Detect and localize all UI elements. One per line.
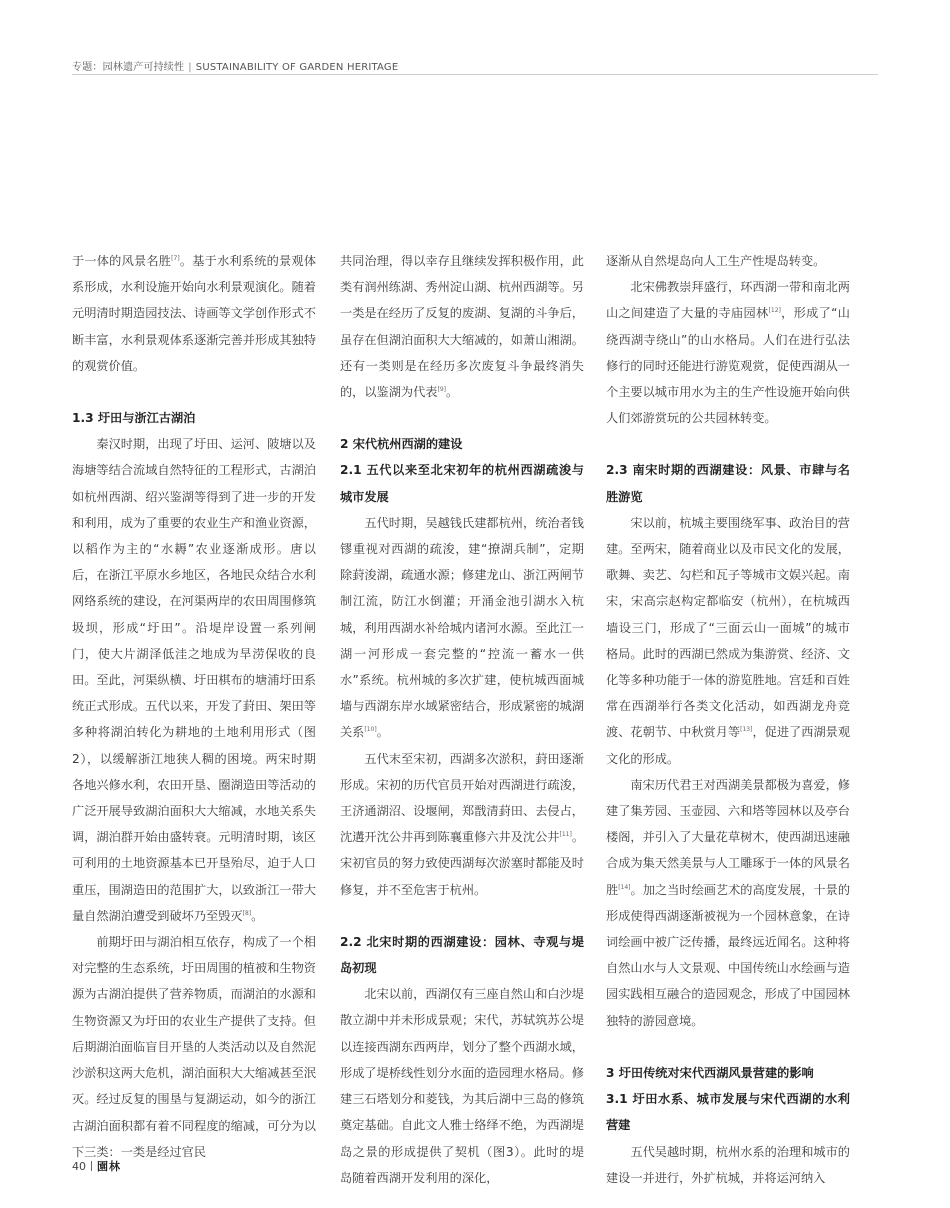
paragraph: 于一体的风景名胜[7]。基于水利系统的景观体系形成，水利设施开始向水利景观演化。随着元明清时期造园技法、诗画等文学创作形式不断丰富，水利景观体系逐渐完善并形成其独特的观赏价值。 <box>72 254 317 373</box>
paragraph: 前期圩田与湖泊相互依存，构成了一个相对完整的生态系统，圩田周围的植被和生物资源为古湖泊提供了营养物质，而湖泊的水源和生物资源又为圩田的农业生产提供了支持。但后期湖泊面临盲目开垦的人类活动以及自然泥沙淤积这两大危机，湖泊面积大大缩减甚至泯灭。经过反复的围垦与复湖运动，如今的浙江古湖泊面积都有着不同程度的缩减，可分为以下三类：一类是经过官民 <box>72 935 316 1159</box>
paragraph: 北宋佛教崇拜盛行，环西湖一带和南北两山之间建造了大量的寺庙园林[12]，形成了“山绕西湖寺绕山”的山水格局。人们在进行弘法修行的同时还能进行游览观赏，促使西湖从一个主要以城市用水为主的生产性设施开始向供人们郊游赏玩的公共园林转变。 <box>606 280 850 426</box>
citation: [11] <box>559 831 572 839</box>
section-heading-3: 3 圩田传统对宋代西湖风景营建的影响 <box>606 1065 814 1080</box>
citation: [9] <box>437 385 446 393</box>
citation: [7] <box>171 254 180 262</box>
footer-divider <box>91 1161 92 1171</box>
citation: [8] <box>242 909 252 917</box>
paragraph: 五代吴越时期，杭州水系的治理和城市的建设一并进行，外扩杭城，并将运河纳入 <box>606 1144 850 1185</box>
citation: [13] <box>740 726 753 734</box>
paragraph: 五代时期，吴越钱氏建都杭州，统治者钱镠重视对西湖的疏浚，建“撩湖兵制”，定期除葑浚湖，疏通水源；修建龙山、浙江两闸节制江流，防江水倒灌；开涌金池引湖水入杭城，利用西湖水补给城内诸河水源。至此江一湖一河形成一套完整的“控流一蓄水一供水”系统。杭州城的多次扩建，使杭城西面城墙与西湖东岸水域紧密结合，形成紧密的城湖关系[10]。 <box>340 515 584 740</box>
text-column-1 <box>72 248 316 1165</box>
header-topic: 专题：园林遗产可持续性 <box>72 62 185 73</box>
section-heading-3-1: 3.1 圩田水系、城市发展与宋代西湖的水利营建 <box>606 1092 850 1133</box>
text-column-2 <box>340 248 584 1191</box>
paragraph: 北宋以前，西湖仅有三座自然山和白沙堤散立湖中并未形成景观；宋代，苏轼筑苏公堤以连接西湖东西两岸，划分了整个西湖水域，形成了堤桥线性划分水面的造园理水格局。修建三石塔划分和菱钱，为其后湖中三岛的修筑奠定基础。自此文人雅士络绎不绝，为西湖堤岛之景的形成提供了契机（图3）。此时的堤岛随着西湖开发利用的深化， <box>340 987 584 1185</box>
paragraph: 逐渐从自然堤岛向人工生产性堤岛转变。 <box>606 254 826 268</box>
section-heading-2-2: 2.2 北宋时期的西湖建设：园林、寺观与堤岛初现 <box>340 934 584 976</box>
section-heading-1-3: 1.3 圩田与浙江古湖泊 <box>72 411 196 426</box>
citation: [12] <box>768 307 781 315</box>
paragraph: 宋以前，杭城主要围绕军事、政治目的营建。至两宋，随着商业以及市民文化的发展，歌舞、卖艺、勾栏和瓦子等城市文娱兴起。南宋，宋高宗赵构定都临安（杭州），在杭城西墙设三门，形成了“三面云山一面城”的城市格局。此时的西湖已然成为集游赏、经济、文化等多种功能于一体的游览胜地。宫廷和百姓常在西湖举行各类文化活动，如西湖龙舟竞渡、花朝节、中秋赏月等[13]，促进了西湖景观文化的形成。 <box>606 515 851 766</box>
header-separator: | <box>188 62 192 73</box>
text-column-3 <box>606 248 850 1191</box>
paragraph: 南宋历代君王对西湖美景都极为喜爱，修建了集芳园、玉壶园、六和塔等园林以及亭台楼阁，并引入了大量花草树木，使西湖迅速融合成为集天然美景与人工雕琢于一体的风景名胜[14]。加之当时绘画艺术的高度发展，十景的形成使得西湖逐渐被视为一个园林意象，在诗词绘画中被广泛传播，最终远近闻名。这种将自然山水与人文景观、中国传统山水绘画与造园实践相互融合的造园观念，形成了中国园林独特的游园意境。 <box>606 777 851 1028</box>
section-heading-2-3: 2.3 南宋时期的西湖建设：风景、市肆与名胜游览 <box>606 463 850 504</box>
page-footer <box>72 1158 121 1174</box>
journal-logo: 園林 <box>97 1160 121 1173</box>
citation: [10] <box>364 726 377 734</box>
header-rule <box>72 74 878 75</box>
page-number: 40 <box>72 1160 86 1173</box>
section-heading-2: 2 宋代杭州西湖的建设 <box>340 437 463 452</box>
paragraph: 秦汉时期，出现了圩田、运河、陂塘以及海塘等结合流域自然特征的工程形式，古湖泊如杭州西湖、绍兴鉴湖等得到了进一步的开发和利用，成为了重要的农业生产和渔业资源，以稻作为主的“水耨”农业逐渐成形。唐以后，在浙江平原水乡地区，各地民众结合水利网络系统的建设，在河渠两岸的农田周围修筑圾坝，形成“圩田”。沿堤岸设置一系列闸门，使大片湖泽低洼之地成为旱涝保收的良田。至此，河渠纵横、圩田棋布的塘浦圩田系统正式形成。五代以来，开发了葑田、架田等多种将湖泊转化为耕地的土地利用形式（图2），以缓解浙江地狭人稠的困境。两宋时期各地兴修水利，农田开垦、圈湖造田等活动的广泛开展导致湖泊面积大大缩减，水地关系失调，湖泊群开始由盛转衰。元明清时期，该区可利用的土地资源基本已开垦殆尽，迫于人口重压，围湖造田的范围扩大，以致浙江一带大量自然湖泊遭受到破坏乃至毁灭[8]。 <box>72 437 316 923</box>
paragraph: 共同治理，得以幸存且继续发挥积极作用，此类有润州练湖、秀州淀山湖、杭州西湖等。另一类是在经历了反复的废湖、复湖的斗争后，虽存在但湖泊面积大大缩减的，如萧山湘湖。还有一类则是在经历多次废复斗争最终消失的，以鉴湖为代表[9]。 <box>340 254 584 400</box>
paragraph: 五代末至宋初，西湖多次淤积，葑田逐渐形成。宋初的历代官员开始对西湖进行疏浚，王济通湖沼、设堰闸，郑戬清葑田、去侵占，沈遘开沈公井再到陈襄重修六井及沈公井[11]。宋初官员的努力致使西湖每次淤塞时都能及时修复，并不至危害于杭州。 <box>340 751 585 897</box>
running-header <box>72 58 878 73</box>
header-topic-en: SUSTAINABILITY OF GARDEN HERITAGE <box>195 62 399 73</box>
section-heading-2-1: 2.1 五代以来至北宋初年的杭州西湖疏浚与城市发展 <box>340 463 584 504</box>
citation: [14] <box>618 883 631 891</box>
